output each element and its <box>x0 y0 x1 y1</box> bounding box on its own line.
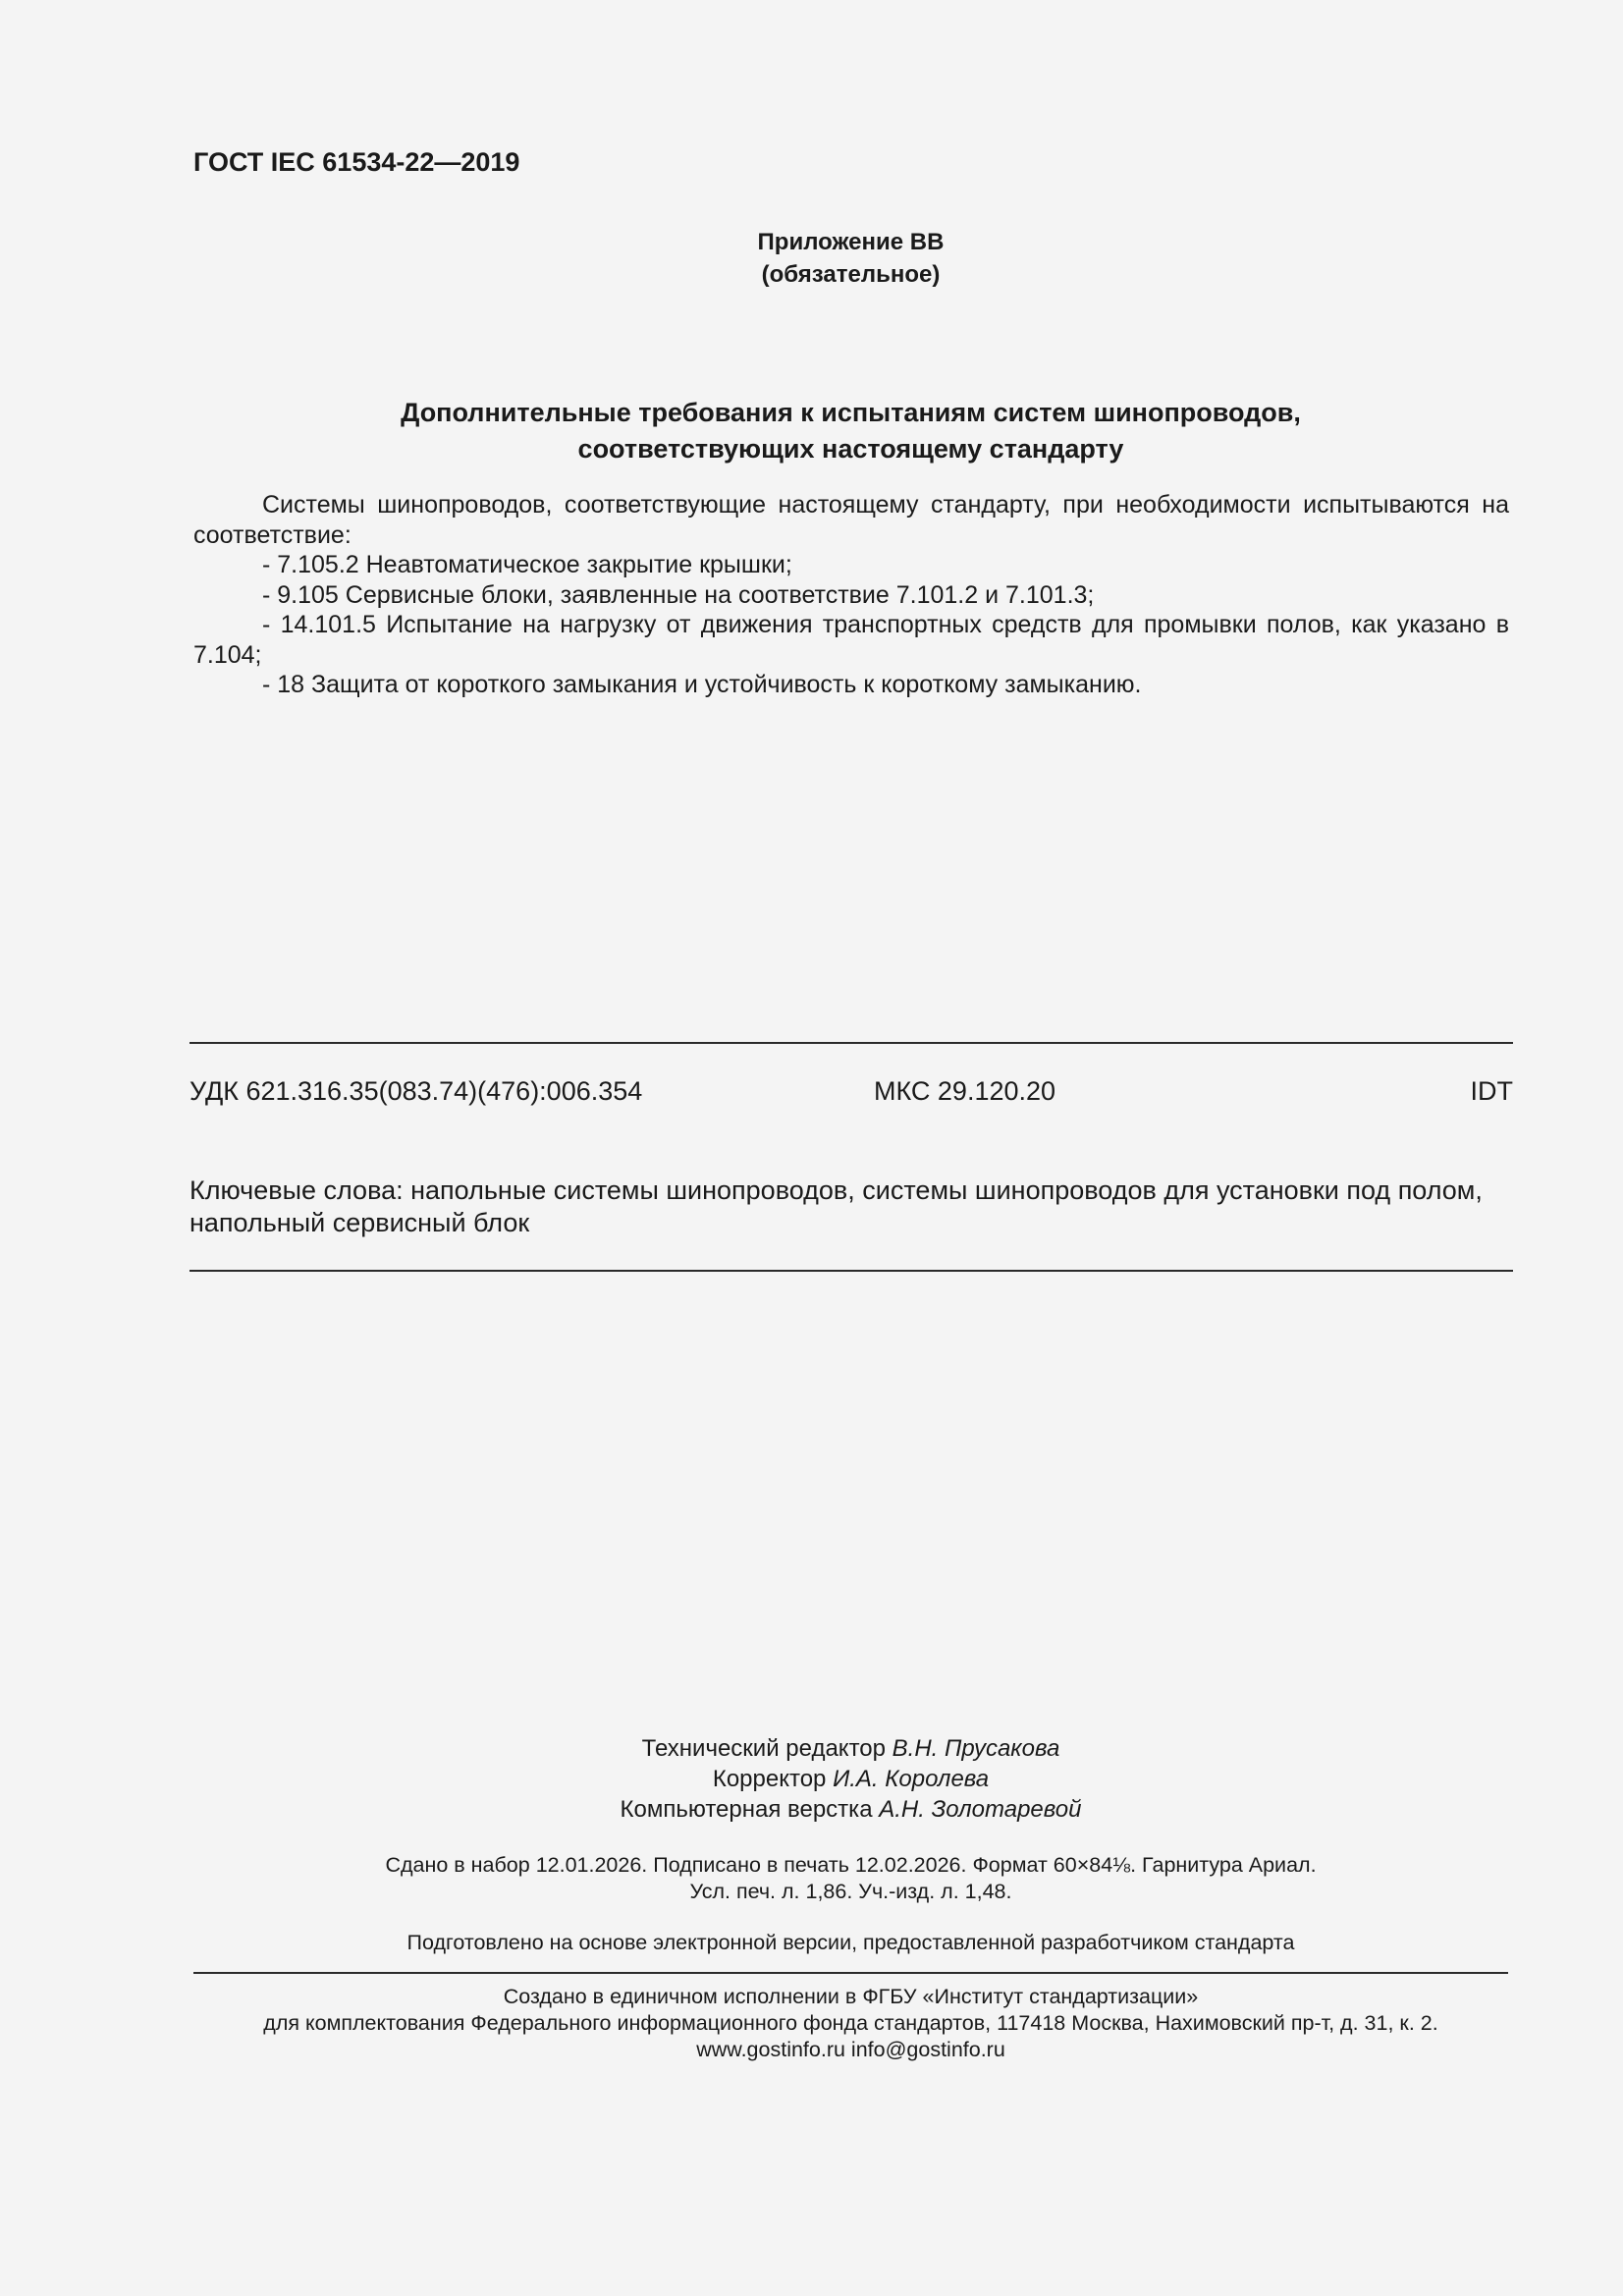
document-code: ГОСТ IEC 61534-22—2019 <box>193 147 520 177</box>
publisher-line-1: Создано в единичном исполнении в ФГБУ «Институт стандартизации» <box>503 1985 1199 2008</box>
divider-top <box>189 1042 1513 1044</box>
tech-editor-name: В.Н. Прусакова <box>892 1735 1060 1762</box>
idt-mark: IDT <box>1470 1076 1513 1106</box>
list-item: - 7.105.2 Неавтоматическое закрытие крышки; <box>262 551 792 578</box>
divider-footer <box>193 1972 1508 1974</box>
classification-row <box>189 1076 1513 1107</box>
body-text <box>193 490 1509 700</box>
annex-title: Приложение ВВ <box>757 229 945 255</box>
corrector <box>0 1764 1623 1794</box>
list-item: - 14.101.5 Испытание на нагрузку от движения транспортных средств для промывки полов, как указано в 7.104; <box>193 611 1509 669</box>
divider-keywords <box>189 1270 1513 1272</box>
keywords: Ключевые слова: напольные системы шинопроводов, системы шинопроводов для установки под полом, напольный сервисный блок <box>189 1175 1483 1237</box>
list-item: - 9.105 Сервисные блоки, заявленные на соответствие 7.101.2 и 7.101.3; <box>262 580 1095 609</box>
tech-editor <box>0 1733 1623 1764</box>
print-info <box>0 1852 1623 1905</box>
layout-label: Компьютерная верстка <box>620 1796 873 1823</box>
publisher-info <box>0 1984 1623 2063</box>
prepared-note: Подготовлено на основе электронной версии, предоставленной разработчиком стандарта <box>406 1931 1295 1954</box>
credits <box>0 1733 1623 1825</box>
annex-status: (обязательное) <box>761 261 941 288</box>
print-info-line-1: Сдано в набор 12.01.2026. Подписано в печать 12.02.2026. Формат 60×84⅛. Гарнитура Ариал. <box>385 1853 1317 1877</box>
corrector-label: Корректор <box>712 1766 827 1792</box>
print-info-line-2: Усл. печ. л. 1,86. Уч.-изд. л. 1,48. <box>689 1880 1012 1903</box>
corrector-name: И.А. Королева <box>833 1766 990 1792</box>
layout-credit <box>0 1794 1623 1825</box>
mks-code: МКС 29.120.20 <box>874 1076 1056 1106</box>
list-item: - 18 Защита от короткого замыкания и устойчивость к короткому замыканию. <box>262 671 1142 698</box>
publisher-line-2: для комплектования Федерального информационного фонда стандартов, 117418 Москва, Нахимовский пр-т, д. 31, к. 2. <box>263 2011 1438 2035</box>
udk-code: УДК 621.316.35(083.74)(476):006.354 <box>189 1076 643 1106</box>
tech-editor-label: Технический редактор <box>641 1735 886 1762</box>
section-title-line-2: соответствующих настоящему стандарту <box>577 434 1124 464</box>
section-title-line-1: Дополнительные требования к испытаниям систем шинопроводов, <box>401 398 1301 427</box>
body-intro: Системы шинопроводов, соответствующие настоящему стандарту, при необходимости испытываются на соответствие: <box>193 491 1509 549</box>
annex-heading <box>0 226 1623 291</box>
publisher-line-3: www.gostinfo.ru info@gostinfo.ru <box>696 2038 1005 2061</box>
layout-name: А.Н. Золотаревой <box>879 1796 1082 1823</box>
section-title <box>0 395 1623 467</box>
